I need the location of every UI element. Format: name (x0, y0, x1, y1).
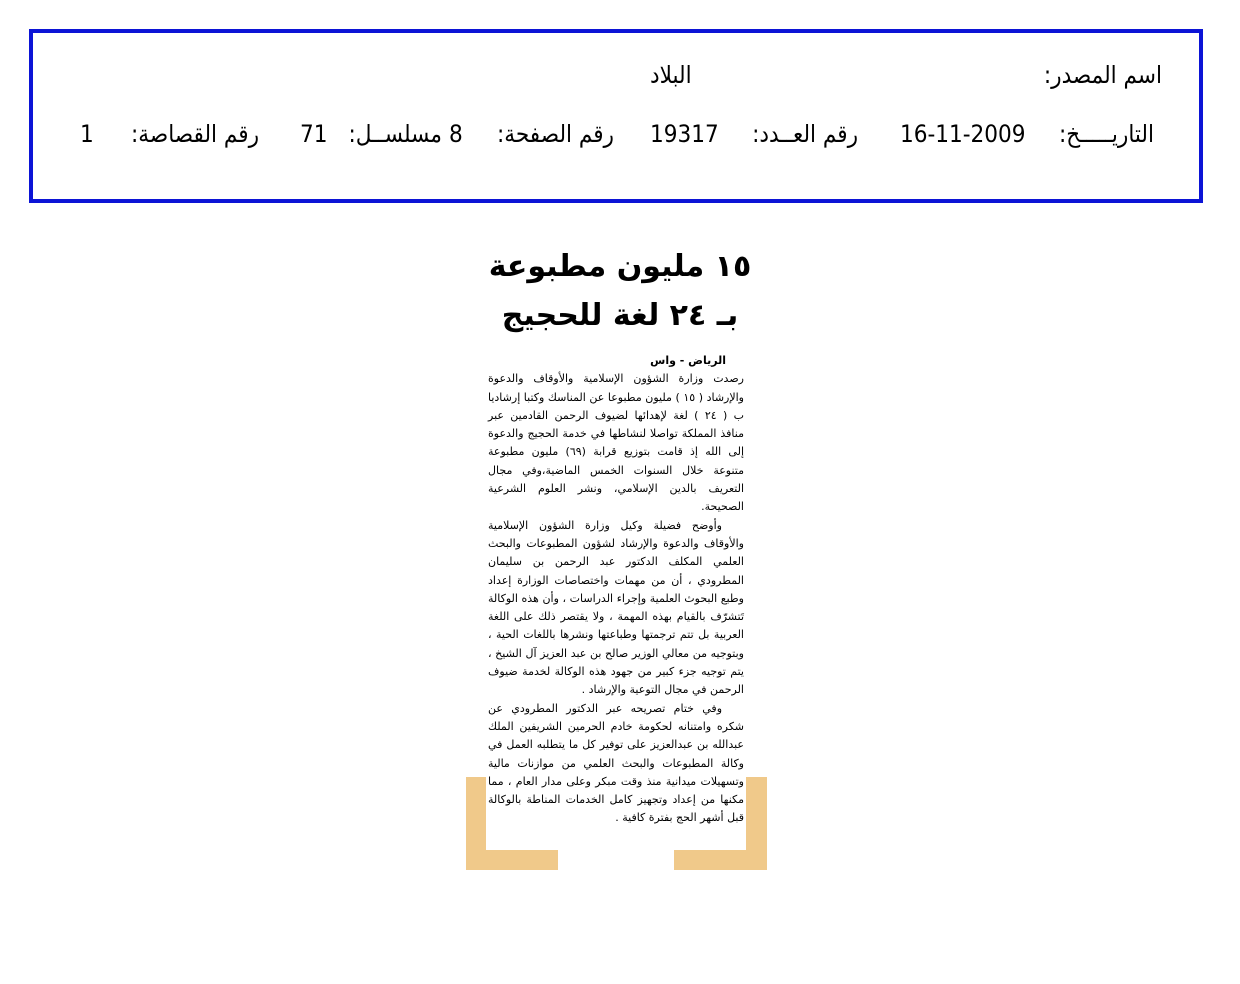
serial-value: 71 (300, 120, 328, 148)
issue-label: رقم العــدد: (752, 120, 858, 148)
date-value: 16-11-2009 (900, 120, 1026, 148)
article-dateline: الرياض - واس (650, 354, 726, 367)
page-value: 8 (449, 120, 463, 148)
date-label: التاريـــــخ: (1059, 120, 1154, 148)
page-label: رقم الصفحة: (497, 120, 614, 148)
article-headline-line1: ١٥ مليون مطبوعة (488, 249, 752, 284)
clipping-metadata-box (29, 29, 1203, 203)
article-paragraph-1: رصدت وزارة الشؤون الإسلامية والأوقاف والدعوة والإرشاد ( ١٥ ) مليون مطبوعا عن المناسك وكتبا إرشاديا ب ( ٢٤ ) لغة لإهدائها لضيوف الرحمن القادمين عبر منافذ المملكة تواصلا لنشاطها في خدمة الحجيج والدعوة إلى الله إذ قامت بتوزيع قرابة (٦٩) مليون مطبوعة متنوعة خلال السنوات الخمس الماضية،وفي مجال التعريف بالدين الإسلامي، ونشر العلوم الشرعية الصحيحة. (488, 372, 745, 514)
clipping-number-value: 1 (80, 120, 94, 148)
source-label: اسم المصدر: (1043, 61, 1162, 89)
source-value: البلاد (650, 61, 692, 89)
clipping-number-label: رقم القصاصة: (131, 120, 259, 148)
article-paragraph-3: وفي ختام تصريحه عبر الدكتور المطرودي عن شكره وامتنانه لحكومة خادم الحرمين الشريفين الملك عبدالله بن عبدالعزيز على توفير كل ما يتطلبه العمل في وكالة المطبوعات والبحث العلمي من موازنات مالية وتسهيلات ميدانية منذ وقت مبكر وعلى مدار العام ، مما مكنها من إعداد وتجهيز كامل الخدمات المناطة بالوكالة قبل أشهر الحج بفترة كافية . (488, 701, 744, 825)
serial-label: مسلســل: (348, 120, 442, 148)
article-paragraph-2: وأوضح فضيلة وكيل وزارة الشؤون الإسلامية والأوقاف والدعوة والإرشاد لشؤون المطبوعات والبحث العلمي المكلف الدكتور عبد الرحمن بن سليمان المطرودي ، أن من مهمات واختصاصات الوزارة إعداد وطبع البحوث العلمية وإجراء الدراسات ، وأن هذه الوكالة تَتشرّف بالقيام بهذه المهمة ، ولا يقتصر ذلك على اللغة العربية بل تتم ترجمتها وطباعتها ونشرها باللغات الحية ، وبتوجيه من معالي الوزير صالح بن عبد العزيز آل الشيخ ، يتم توجيه جزء كبير من جهود هذه الوكالة لخدمة ضيوف الرحمن في مجال التوعية والإرشاد . (488, 518, 744, 697)
article-headline-line2: بـ ٢٤ لغة للحجيج (501, 298, 739, 333)
article-body (488, 352, 744, 828)
issue-value: 19317 (650, 120, 719, 148)
